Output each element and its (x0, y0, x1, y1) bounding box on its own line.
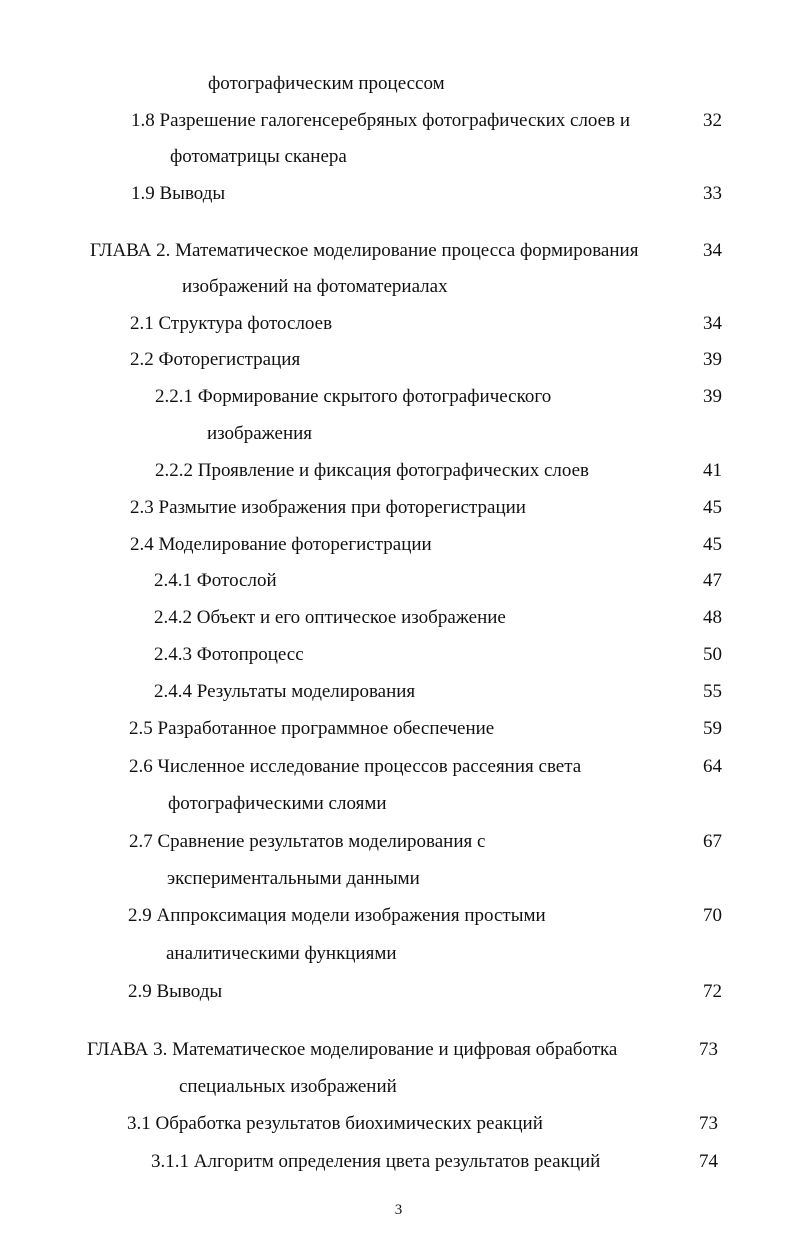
toc-entry-2-5: 2.5 Разработанное программное обеспечение (129, 718, 495, 739)
toc-entry-2-7: 2.7 Сравнение результатов моделирования с (129, 831, 486, 852)
toc-entry-1-8: 1.8 Разрешение галогенсеребряных фотографических слоев и (131, 110, 630, 131)
toc-entry-2-4-1: 2.4.1 Фотослой (154, 570, 277, 591)
toc-entry-3-1: 3.1 Обработка результатов биохимических реакций (127, 1113, 543, 1134)
toc-entry-continuation: экспериментальными данными (167, 868, 420, 889)
toc-page-number: 74 (699, 1151, 718, 1172)
toc-entry-continuation: изображения (207, 423, 313, 444)
toc-chapter-3: ГЛАВА 3. Математическое моделирование и цифровая обработка (87, 1039, 618, 1060)
toc-page-number: 34 (703, 240, 722, 261)
toc-page-number: 73 (699, 1113, 718, 1134)
toc-entry-2-2: 2.2 Фоторегистрация (130, 349, 301, 370)
toc-page-number: 39 (703, 386, 722, 407)
toc-entry-2-4-4: 2.4.4 Результаты моделирования (154, 681, 416, 702)
toc-page-number: 33 (703, 183, 722, 204)
toc-entry-continuation: изображений на фотоматериалах (182, 276, 448, 297)
toc-page-number: 45 (703, 497, 722, 518)
toc-entry-2-4-2: 2.4.2 Объект и его оптическое изображение (154, 607, 506, 628)
toc-chapter-2: ГЛАВА 2. Математическое моделирование процесса формирования (90, 240, 639, 261)
toc-entry-2-9-approx: 2.9 Аппроксимация модели изображения простыми (128, 905, 546, 926)
toc-page-number: 39 (703, 349, 722, 370)
toc-entry-3-1-1: 3.1.1 Алгоритм определения цвета результатов реакций (151, 1151, 601, 1172)
toc-entry-2-4-3: 2.4.3 Фотопроцесс (154, 644, 304, 665)
toc-page-number: 50 (703, 644, 722, 665)
toc-page-number: 41 (703, 460, 722, 481)
toc-page-number: 72 (703, 981, 722, 1002)
toc-page-number: 64 (703, 756, 722, 777)
toc-page-number: 34 (703, 313, 722, 334)
toc-page-number: 73 (699, 1039, 718, 1060)
toc-entry-continuation: специальных изображений (179, 1076, 397, 1097)
toc-entry-continuation: фотографическим процессом (208, 73, 445, 94)
toc-entry-2-3: 2.3 Размытие изображения при фоторегистрации (130, 497, 526, 518)
toc-page-number: 67 (703, 831, 722, 852)
toc-entry-2-1: 2.1 Структура фотослоев (130, 313, 333, 334)
toc-page-number: 48 (703, 607, 722, 628)
toc-entry-continuation: фотографическими слоями (168, 793, 387, 814)
toc-entry-continuation: аналитическими функциями (166, 943, 397, 964)
toc-entry-2-2-2: 2.2.2 Проявление и фиксация фотографических слоев (155, 460, 589, 481)
page-number: 3 (394, 1202, 403, 1218)
toc-page-number: 45 (703, 534, 722, 555)
toc-entry-2-2-1: 2.2.1 Формирование скрытого фотографического (155, 386, 552, 407)
toc-entry-2-6: 2.6 Численное исследование процессов рассеяния света (129, 756, 582, 777)
toc-entry-2-4: 2.4 Моделирование фоторегистрации (130, 534, 432, 555)
toc-page-number: 32 (703, 110, 722, 131)
toc-entry-continuation: фотоматрицы сканера (170, 146, 347, 167)
toc-page-number: 59 (703, 718, 722, 739)
toc-page-number: 70 (703, 905, 722, 926)
toc-entry-2-9-conclusions: 2.9 Выводы (128, 981, 223, 1002)
toc-page-number: 55 (703, 681, 722, 702)
toc-entry-1-9: 1.9 Выводы (131, 183, 226, 204)
toc-page-number: 47 (703, 570, 722, 591)
